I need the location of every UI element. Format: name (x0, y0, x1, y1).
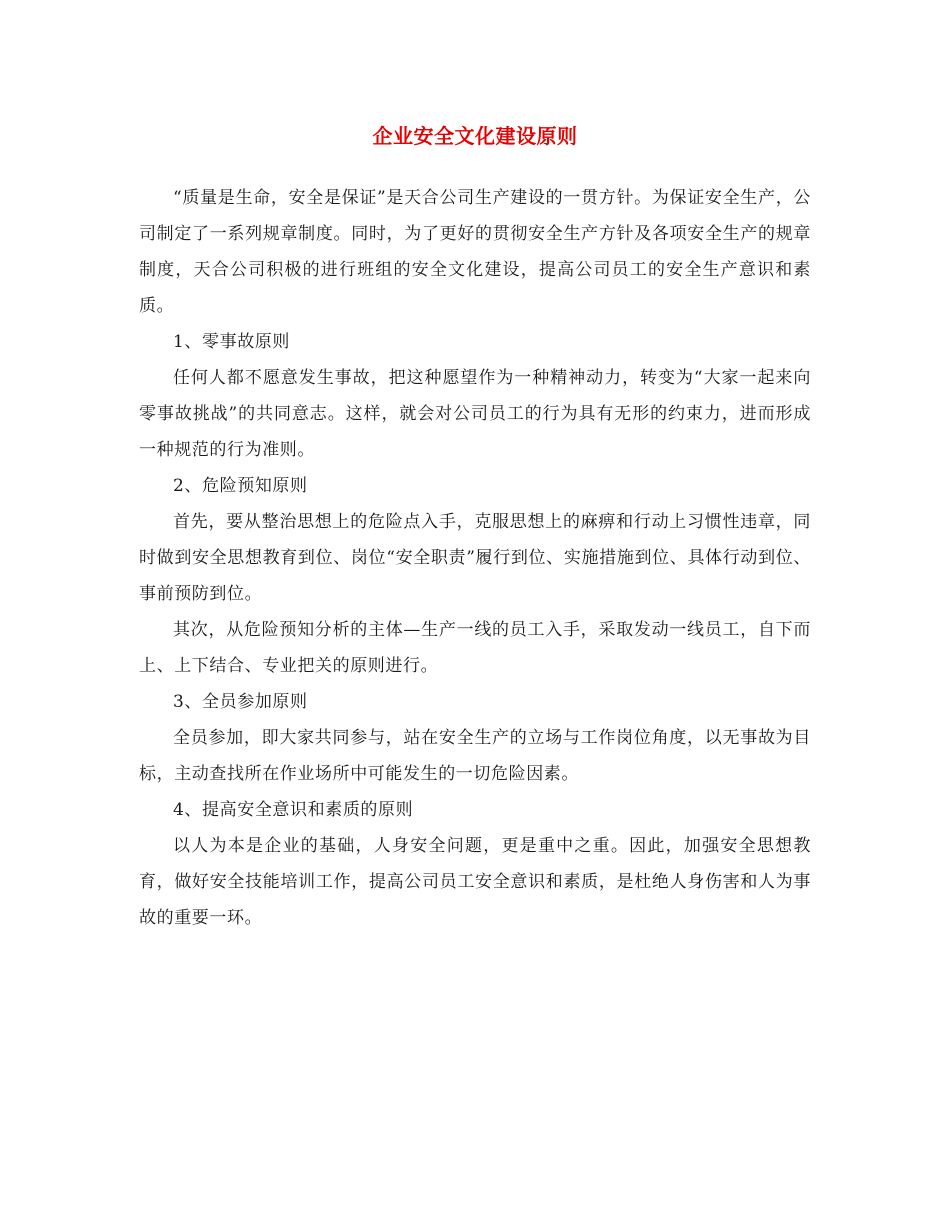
document-page (139, 118, 811, 936)
section-heading-zero-accident: 1、零事故原则 (173, 332, 291, 352)
section-heading-awareness-quality: 4、提高安全意识和素质的原则 (173, 800, 414, 820)
section-paragraph: 其次，从危险预知分析的主体—生产一线的员工入手，采取发动一线员工，自下而上、上下结合、专业把关的原则进行。 (139, 620, 811, 676)
intro-paragraph: “质量是生命，安全是保证”是天合公司生产建设的一贯方针。为保证安全生产，公司制定了一系列规章制度。同时，为了更好的贯彻安全生产方针及各项安全生产的规章制度，天合公司积极的进行班组的安全文化建设，提高公司员工的安全生产意识和素质。 (139, 188, 811, 316)
section-paragraph: 首先，要从整治思想上的危险点入手，克服思想上的麻痹和行动上习惯性违章，同时做到安全思想教育到位、岗位“安全职责”履行到位、实施措施到位、具体行动到位、事前预防到位。 (139, 512, 811, 604)
section-paragraph: 以人为本是企业的基础，人身安全问题，更是重中之重。因此，加强安全思想教育，做好安全技能培训工作，提高公司员工安全意识和素质，是杜绝人身伤害和人为事故的重要一环。 (139, 836, 811, 928)
section-paragraph: 任何人都不愿意发生事故，把这种愿望作为一种精神动力，转变为“大家一起来向零事故挑战”的共同意志。这样，就会对公司员工的行为具有无形的约束力，进而形成一种规范的行为准则。 (139, 368, 811, 460)
section-heading-full-participation: 3、全员参加原则 (173, 692, 308, 712)
section-paragraph: 全员参加，即大家共同参与，站在安全生产的立场与工作岗位角度，以无事故为目标，主动查找所在作业场所中可能发生的一切危险因素。 (139, 728, 811, 784)
document-title: 企业安全文化建设原则 (372, 124, 578, 148)
section-heading-hazard-prediction: 2、危险预知原则 (173, 476, 308, 496)
